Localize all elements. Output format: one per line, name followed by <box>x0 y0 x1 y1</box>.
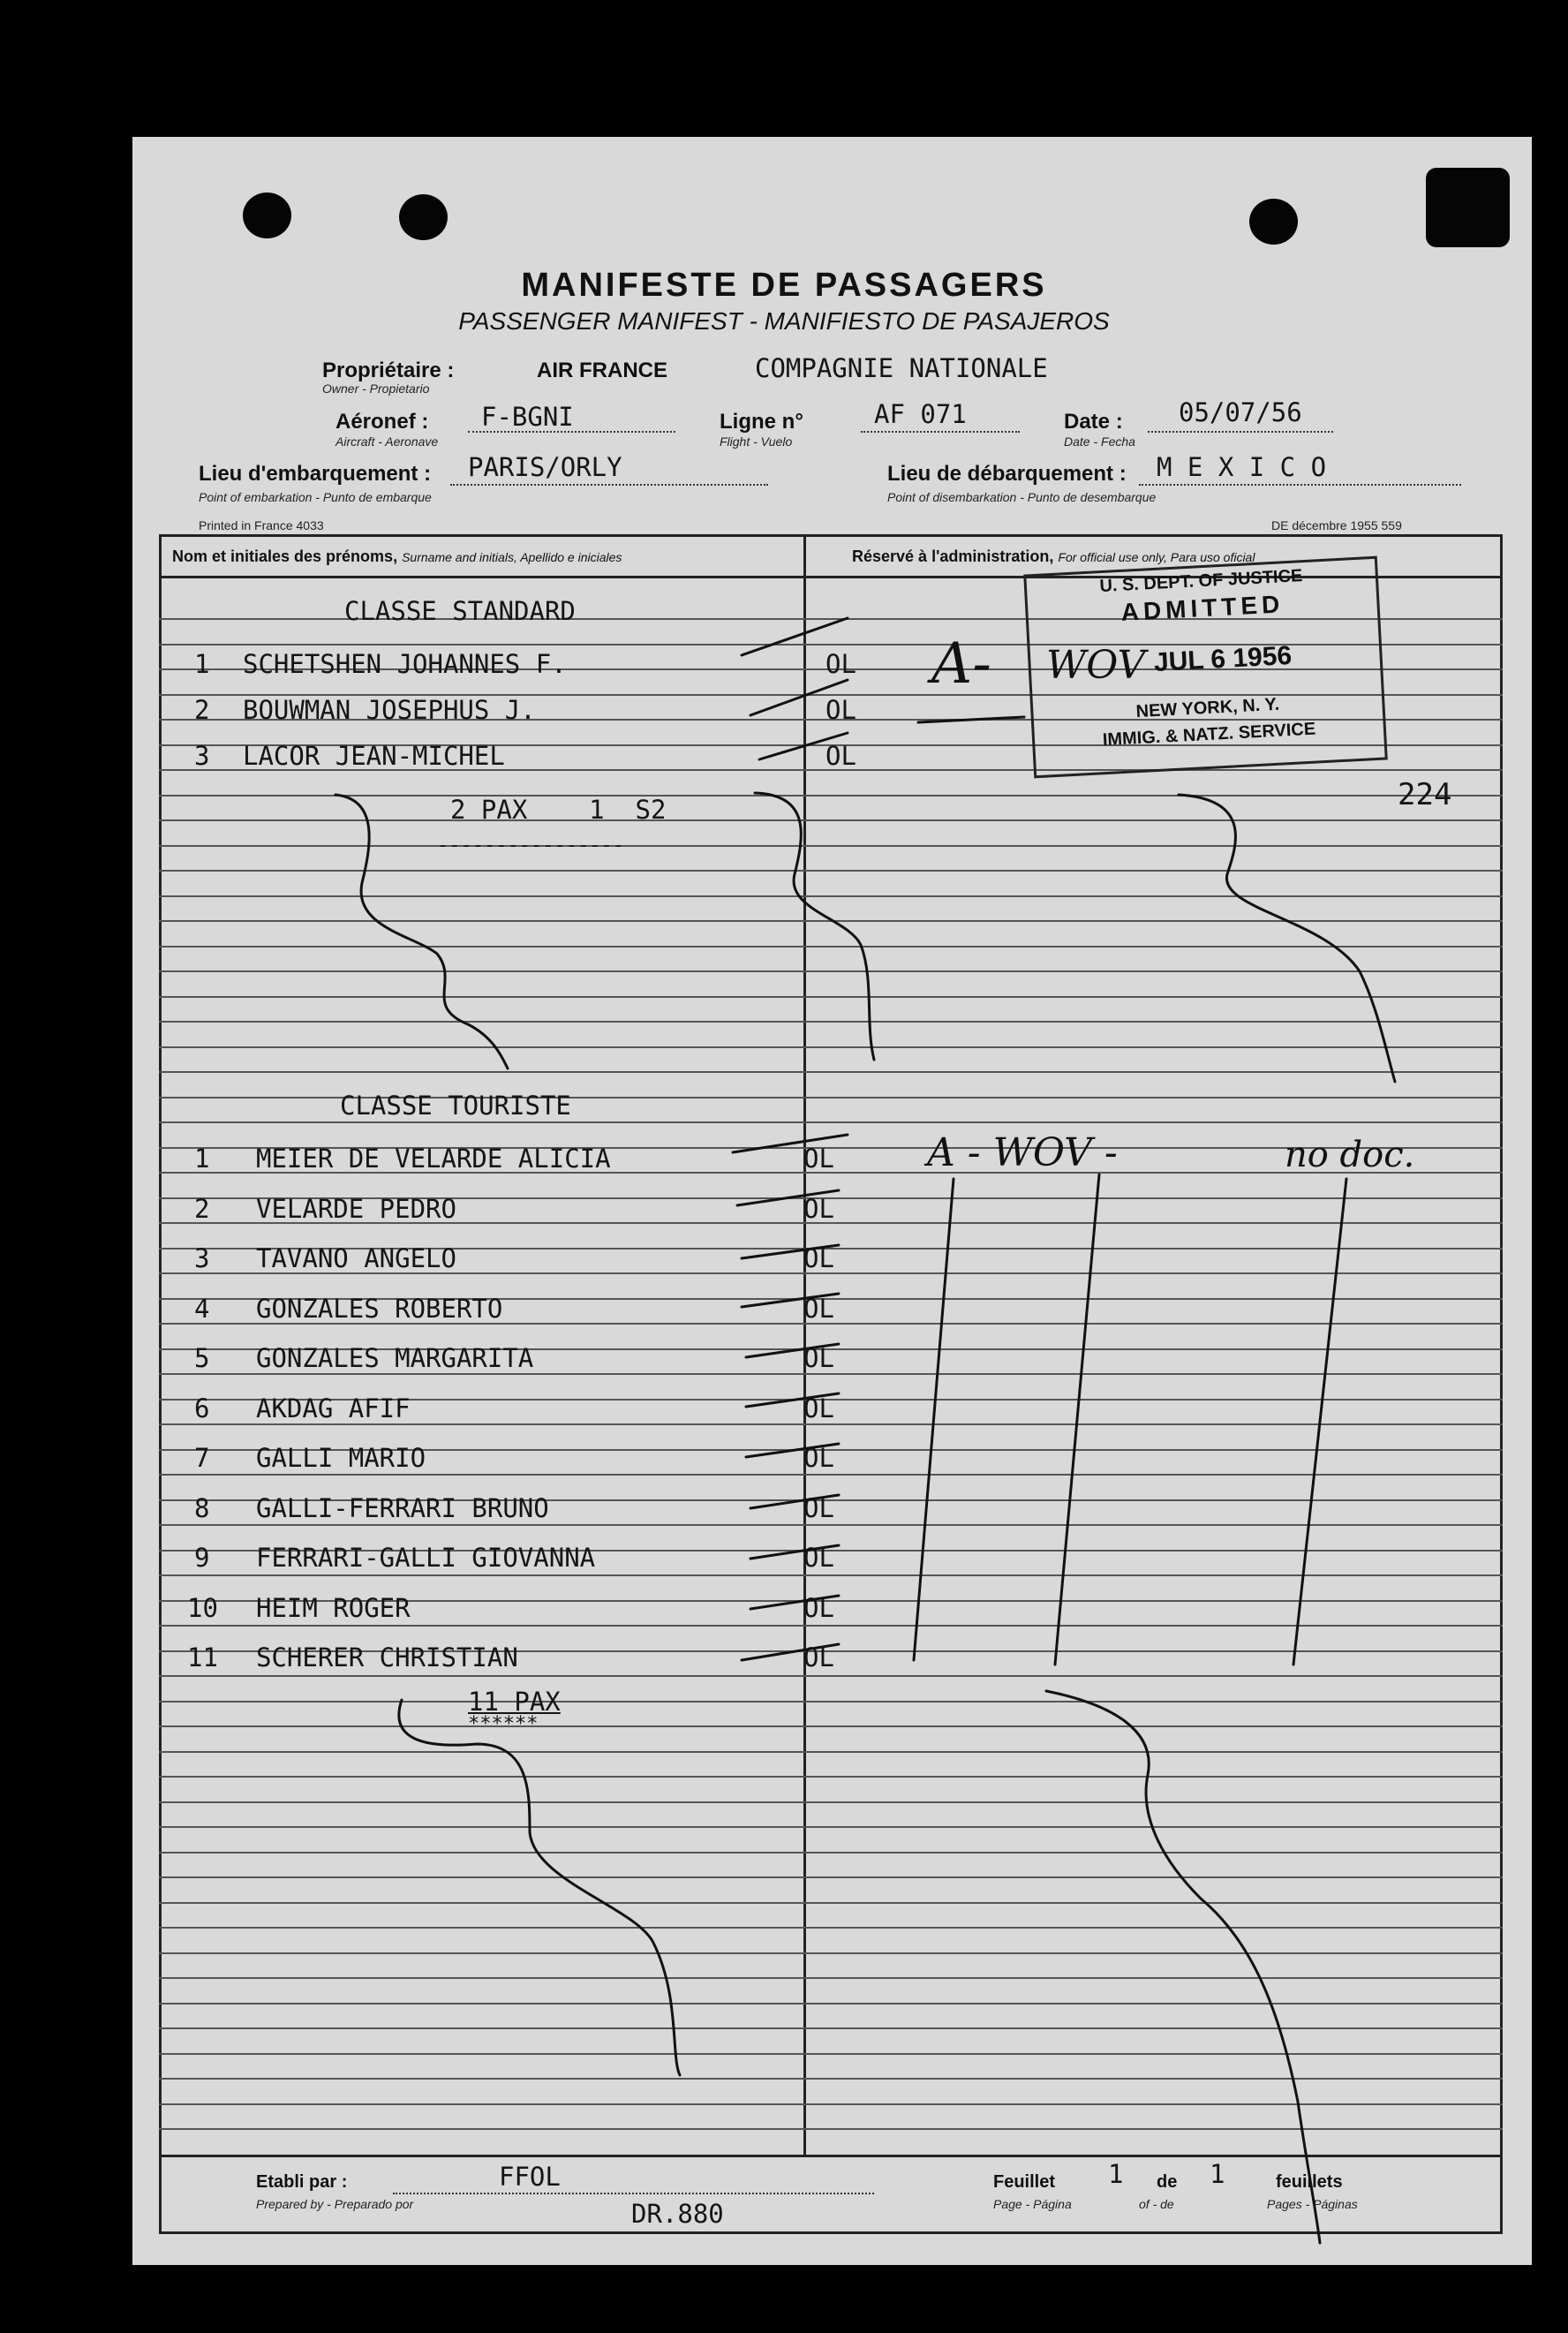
passenger-number: 3 <box>194 1243 210 1273</box>
passenger-name: VELARDE PEDRO <box>256 1193 456 1224</box>
column-header-names: Nom et initiales des prénoms, Surname and initials, Apellido e iniciales <box>172 547 622 565</box>
handwritten-wov-standard: WOV <box>1046 643 1146 688</box>
passenger-name: GALLI-FERRARI BRUNO <box>256 1492 549 1523</box>
sheets-sublabel: Pages - Páginas <box>1267 2197 1358 2211</box>
passenger-number: 4 <box>194 1293 210 1324</box>
embarkation-value: PARIS/ORLY <box>468 452 622 482</box>
tourist-class-heading: CLASSE TOURISTE <box>340 1091 571 1121</box>
sheet-label: Feuillet <box>993 2172 1056 2192</box>
prepared-by-sublabel: Prepared by - Preparado por <box>256 2197 414 2211</box>
passenger-number: 2 <box>194 695 210 725</box>
owner-printed-value: AIR FRANCE <box>537 359 667 382</box>
passenger-code: OL <box>825 695 856 725</box>
of-label: de <box>1157 2172 1178 2192</box>
page-number-224: 224 <box>1398 777 1452 812</box>
handwritten-tourist-note: A - WOV - <box>927 1130 1142 1175</box>
print-info-left: Printed in France 4033 <box>199 518 324 532</box>
prepared-by-ref: DR.880 <box>631 2199 724 2229</box>
date-value: 05/07/56 <box>1179 397 1302 427</box>
passenger-number: 1 <box>194 1144 210 1174</box>
passenger-code: OL <box>825 649 856 679</box>
passenger-number: 11 <box>187 1642 218 1672</box>
sheets-label: feuillets <box>1276 2172 1343 2192</box>
aircraft-value: F-BGNI <box>481 402 574 432</box>
flight-label: Ligne n° <box>720 410 803 434</box>
passenger-name: SCHETSHEN JOHANNES F. <box>243 649 567 679</box>
passenger-code: OL <box>803 1193 834 1224</box>
aircraft-sublabel: Aircraft - Aeronave <box>335 434 439 449</box>
flight-sublabel: Flight - Vuelo <box>720 434 793 449</box>
passenger-name: GALLI MARIO <box>256 1443 426 1473</box>
sheet-total: 1 <box>1210 2159 1225 2189</box>
disembarkation-value: M E X I C O <box>1157 452 1327 482</box>
passenger-code: OL <box>825 741 856 771</box>
page-subtitle: PASSENGER MANIFEST - MANIFIESTO DE PASAJEROS <box>458 307 1110 335</box>
passenger-number: 7 <box>194 1443 210 1473</box>
aircraft-label: Aéronef : <box>335 410 429 434</box>
sheet-number: 1 <box>1108 2159 1124 2189</box>
date-sublabel: Date - Fecha <box>1064 434 1135 449</box>
page-title: MANIFESTE DE PASSAGERS <box>521 267 1047 304</box>
passenger-name: GONZALES MARGARITA <box>256 1343 534 1373</box>
passenger-name: GONZALES ROBERTO <box>256 1293 503 1324</box>
standard-total-line: ---------------- <box>437 834 624 857</box>
of-sublabel: of - de <box>1139 2197 1174 2211</box>
passenger-code: OL <box>803 1293 834 1324</box>
prepared-by-label: Etabli par : <box>256 2172 348 2192</box>
passenger-number: 5 <box>194 1343 210 1373</box>
passenger-code: OL <box>803 1642 834 1672</box>
disembarkation-sublabel: Point of disembarkation - Punto de desembarque <box>887 490 1157 504</box>
passenger-number: 8 <box>194 1492 210 1523</box>
disembarkation-label: Lieu de débarquement : <box>887 462 1127 486</box>
passenger-code: OL <box>803 1443 834 1473</box>
owner-typed-value: COMPAGNIE NATIONALE <box>755 353 1048 383</box>
passenger-number: 2 <box>194 1193 210 1224</box>
column-header-admin: Réservé à l'administration, For official use only, Para uso oficial <box>852 547 1255 565</box>
passenger-code: OL <box>803 1543 834 1573</box>
passenger-code: OL <box>803 1243 834 1273</box>
tourist-total: 11 PAX <box>468 1687 561 1717</box>
admission-stamp: U. S. DEPT. OF JUSTICE ADMITTED JUL 6 1956 NEW YORK, N. Y. IMMIG. & NATZ. SERVICE <box>1023 556 1388 779</box>
passenger-name: BOUWMAN JOSEPHUS J. <box>243 695 536 725</box>
prepared-by-value: FFOL <box>499 2162 561 2192</box>
embarkation-label: Lieu d'embarquement : <box>199 462 432 486</box>
owner-sublabel: Owner - Propietario <box>322 381 430 396</box>
passenger-name: MEIER DE VELARDE ALICIA <box>256 1144 611 1174</box>
passenger-number: 3 <box>194 741 210 771</box>
passenger-name: TAVANO ANGELO <box>256 1243 456 1273</box>
passenger-number: 9 <box>194 1543 210 1573</box>
date-label: Date : <box>1064 410 1123 434</box>
passenger-code: OL <box>803 1144 834 1174</box>
handwritten-a-standard: A- <box>931 631 991 697</box>
passenger-number: 1 <box>194 649 210 679</box>
passenger-name: SCHERER CHRISTIAN <box>256 1642 518 1672</box>
passenger-name: FERRARI-GALLI GIOVANNA <box>256 1543 596 1573</box>
owner-label: Propriétaire : <box>322 359 455 382</box>
standard-class-heading: CLASSE STANDARD <box>344 596 576 626</box>
tourist-total-stars: ****** <box>468 1713 539 1735</box>
flight-value: AF 071 <box>874 399 967 429</box>
passenger-name: LACOR JEAN-MICHEL <box>243 741 505 771</box>
passenger-name: HEIM ROGER <box>256 1592 411 1623</box>
passenger-code: OL <box>803 1592 834 1623</box>
passenger-code: OL <box>803 1393 834 1423</box>
passenger-name: AKDAG AFIF <box>256 1393 411 1423</box>
passenger-number: 6 <box>194 1393 210 1423</box>
passenger-number: 10 <box>187 1592 218 1623</box>
print-info-right: DE décembre 1955 559 <box>1271 518 1402 532</box>
embarkation-sublabel: Point of embarkation - Punto de embarque <box>199 490 432 504</box>
standard-total: 2 PAX 1 S2 <box>450 795 667 825</box>
handwritten-no-doc: no doc. <box>1285 1135 1415 1175</box>
passenger-code: OL <box>803 1492 834 1523</box>
sheet-sublabel: Page - Página <box>993 2197 1072 2211</box>
passenger-code: OL <box>803 1343 834 1373</box>
